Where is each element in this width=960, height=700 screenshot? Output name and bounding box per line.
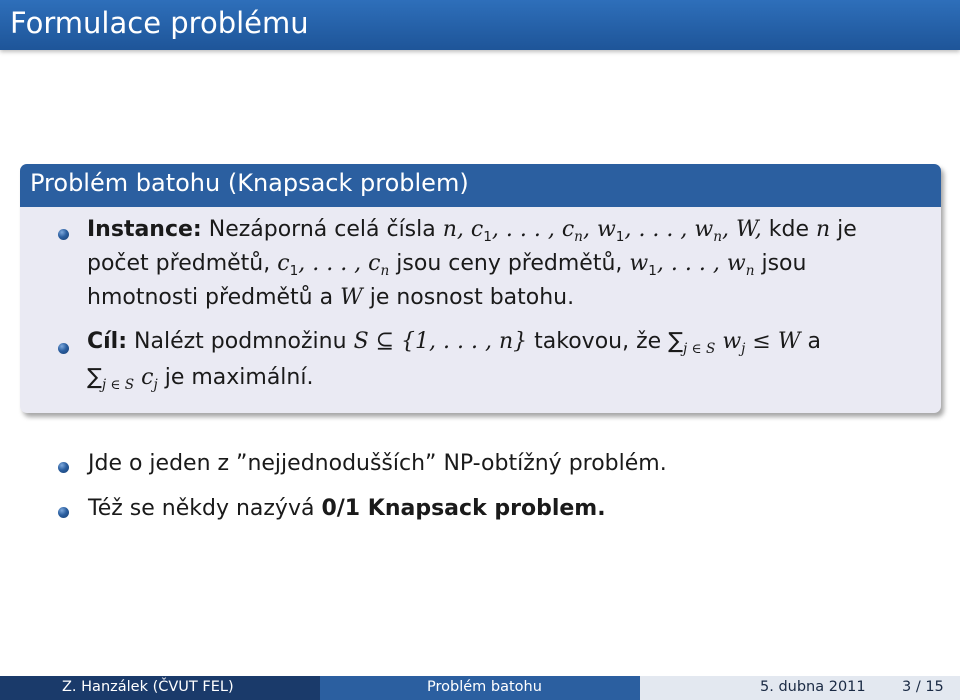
footer bbox=[0, 676, 960, 700]
goal-line-2: $\sum_{j \in S}$ $c_j$ je maximální. bbox=[87, 365, 314, 393]
footer-talk-title: Problém batohu bbox=[427, 679, 542, 695]
instance-line-1: Instance: Nezáporná celá čísla n, $c_1$, . . . , $c_n$, $w_1$, . . . , $w_n$, W, kde n je bbox=[87, 217, 857, 245]
footer-author-cell bbox=[0, 676, 320, 700]
footer-date: 5. dubna 2011 bbox=[760, 679, 866, 695]
title-bar bbox=[0, 0, 960, 50]
bullet-icon bbox=[58, 229, 69, 240]
bullet-icon bbox=[58, 462, 69, 473]
bullet-icon bbox=[58, 343, 69, 354]
bullet-icon bbox=[58, 507, 69, 518]
instance-line-3: hmotnosti předmětů a W je nosnost batohu. bbox=[87, 285, 575, 310]
bullet-text-1: Jde o jeden z ”nejjednodušších” NP-obtížný problém. bbox=[88, 451, 667, 476]
block-header bbox=[20, 164, 941, 207]
footer-title-cell bbox=[320, 676, 640, 700]
block-title: Problém batohu (Knapsack problem) bbox=[30, 169, 469, 197]
footer-page-number: 3 / 15 bbox=[902, 679, 944, 695]
footer-date-cell bbox=[640, 676, 960, 700]
instance-line-2: počet předmětů, $c_1$, . . . , $c_n$ jsou ceny předmětů, $w_1$, . . . , $w_n$ jsou bbox=[87, 251, 807, 279]
bullet-text-2: Též se někdy nazývá 0/1 Knapsack problem. bbox=[88, 496, 606, 521]
slide-title: Formulace problému bbox=[10, 6, 309, 40]
footer-author: Z. Hanzálek (ČVUT FEL) bbox=[62, 679, 234, 695]
goal-line-1: Cíl: Nalézt podmnožinu S ⊆ {1, . . . , n} takovou, že $\sum_{j \in S}$ $w_j \le W$ a bbox=[87, 329, 821, 357]
definition-block bbox=[20, 164, 941, 413]
